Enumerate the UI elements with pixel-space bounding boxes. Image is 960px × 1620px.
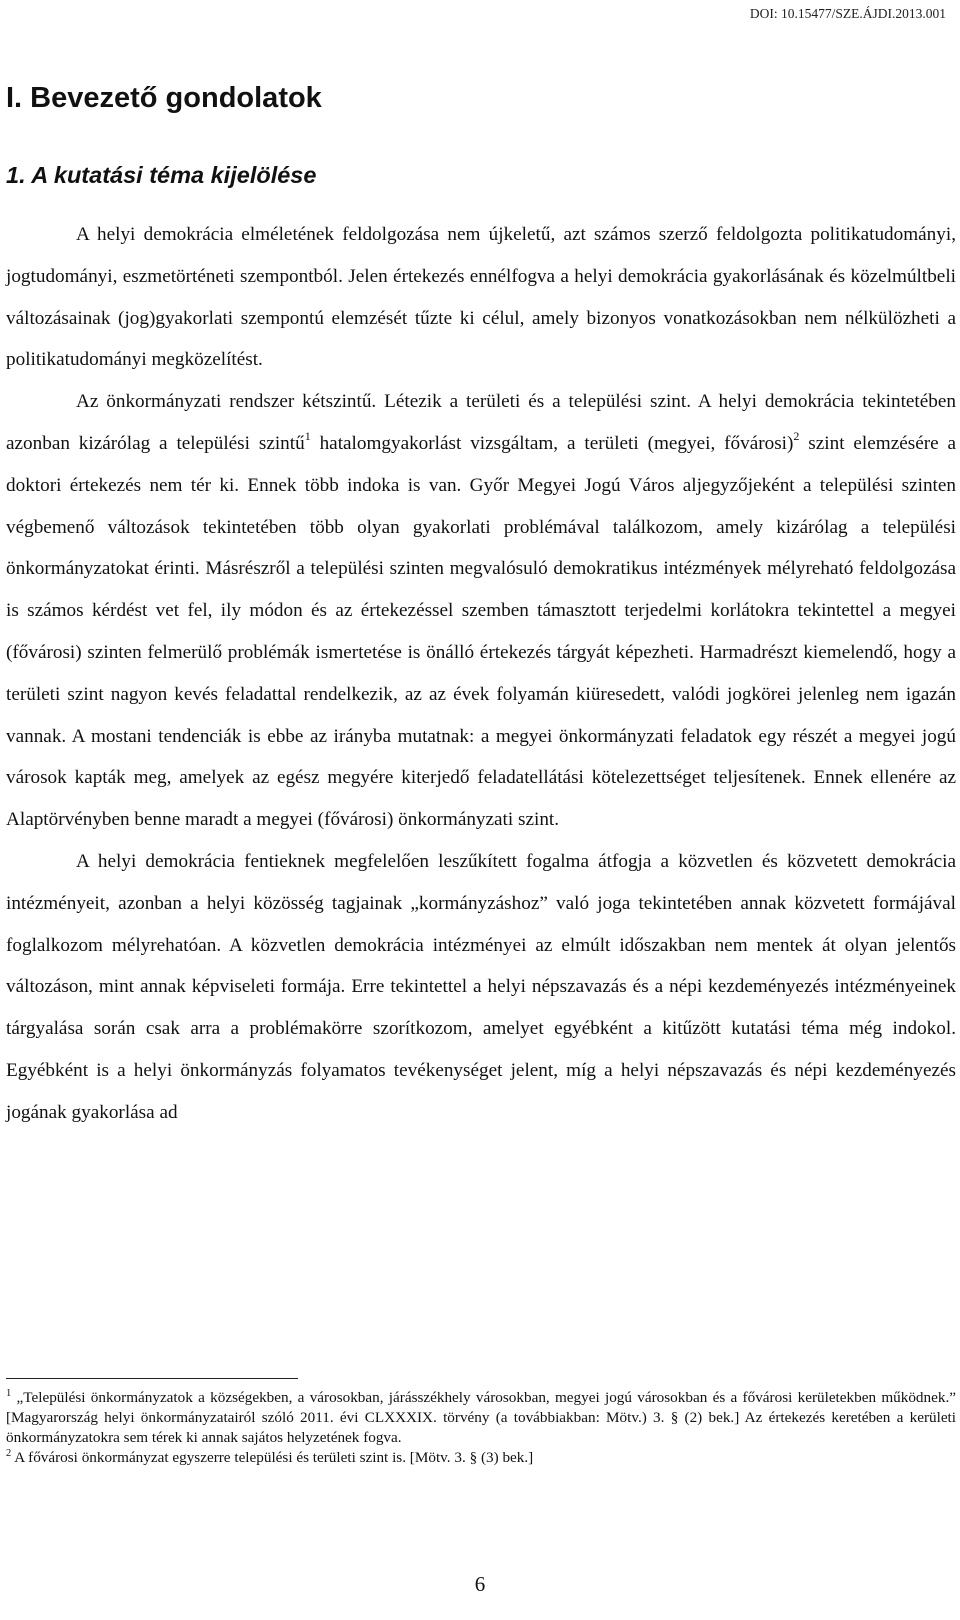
- footnotes: [6, 1388, 956, 1468]
- section-heading: 1. A kutatási téma kijelölése: [6, 162, 317, 188]
- footnote-2-text: A fővárosi önkormányzat egyszerre települési és területi szint is. [Mötv. 3. § (3) bek.]: [11, 1449, 534, 1466]
- doi-header: DOI: 10.15477/SZE.ÁJDI.2013.001: [749, 6, 946, 21]
- paragraph-1: A helyi demokrácia elméletének feldolgozása nem újkeletű, azt számos szerző feldolgozta politikatudományi, jogtudományi, eszmetörténeti szempontból. Jelen értekezés ennélfogva a helyi demokrácia gyakorlásának és közelmúltbeli változásainak (jog)gyakorlati szempontú elemzését tűzte ki célul, amely bizonyos vonatkozásokban nem nélkülözheti a politikatudományi megközelítést.: [6, 224, 956, 371]
- footnote-1-mark: 1: [6, 1388, 12, 1399]
- body-text: [6, 214, 956, 1134]
- footnote-2-mark: 2: [6, 1448, 12, 1459]
- footnote-2: [6, 1448, 956, 1468]
- footnote-1-text: „Települési önkormányzatok a községekben, a városokban, járásszékhely városokban, megyei jogú városokban és a fővárosi kerületekben működnek.” [Magyarország helyi önkormányzatairól szóló 2011. évi CLXXXIX. törvény (a továbbiakban: Mötv.) 3. § (2) bek.] Az értekezés keretében a kerületi önkormányzatokra sem térek ki annak sajátos helyzetének fogva.: [6, 1389, 956, 1446]
- paragraph-2: [6, 381, 956, 841]
- paragraph-3: A helyi demokrácia fentieknek megfelelően leszűkített fogalma átfogja a közvetlen és közvetett demokrácia intézményeit, azonban a helyi közösség tagjainak „kormányzáshoz” való joga tekintetében annak közvetett formájával foglalkozom mélyrehatóan. A közvetlen demokrácia intézményei az elmúlt időszakban nem mentek át olyan jelentős változáson, mint annak képviseleti formája. Erre tekintettel a helyi népszavazás és a népi kezdeményezés intézményeinek tárgyalása során csak arra a problémakörre szorítkozom, amelyet egyébként a kitűzött kutatási téma még indokol. Egyébként is a helyi önkormányzás folyamatos tevékenységet jelent, míg a helyi népszavazás és népi kezdeményezés jogának gyakorlása ad: [6, 850, 956, 1123]
- footnote-1: [6, 1388, 956, 1448]
- paragraph-2-part-c: szint elemzésére a doktori értekezés nem tér ki. Ennek több indoka is van. Győr Megyei Jogú Város aljegyzőjeként a települési szinten végbemenő változások tekintetében több olyan gyakorlati problémával találkozom, amely kizárólag a települési önkormányzatokat érinti. Másrészről a települési szinten megvalósuló demokratikus intézmények mélyreható feldolgozása is számos kérdést vet fel, ily módon és az értekezéssel szemben támasztott terjedelmi korlátokra tekintettel a megyei (fővárosi) szinten felmerülő problémák ismertetése is önálló értekezés tárgyát képezheti. Harmadrészt kiemelendő, hogy a területi szint nagyon kevés feladattal rendelkezik, az az évek folyamán kiüresedett, valódi jogkörei jelenleg nem igazán vannak. A mostani tendenciák is ebbe az irányba mutatnak: a megyei önkormányzati feladatok egy részét a megyei jogú városok kapták meg, amelyek az egész megyére kiterjedő feladatellátási kötelezettséget teljesítenek. Ennek ellenére az Alaptörvényben benne maradt a megyei (fővárosi) önkormányzati szint.: [6, 432, 957, 831]
- paragraph-2-part-a: Az önkormányzati rendszer kétszintű. Létezik a területi és a települési szint. A helyi demokrácia tekintetében azonban kizárólag a települési szintű: [6, 391, 956, 454]
- footnote-ref-1[interactable]: 1: [304, 428, 311, 443]
- paragraph-2-part-b: hatalomgyakorlást vizsgáltam, a területi (megyei, fővárosi): [310, 432, 794, 454]
- footnote-ref-2[interactable]: 2: [793, 428, 800, 443]
- page-number: 6: [474, 1572, 486, 1596]
- chapter-heading: I. Bevezető gondolatok: [6, 82, 322, 114]
- footnote-separator: [6, 1378, 298, 1379]
